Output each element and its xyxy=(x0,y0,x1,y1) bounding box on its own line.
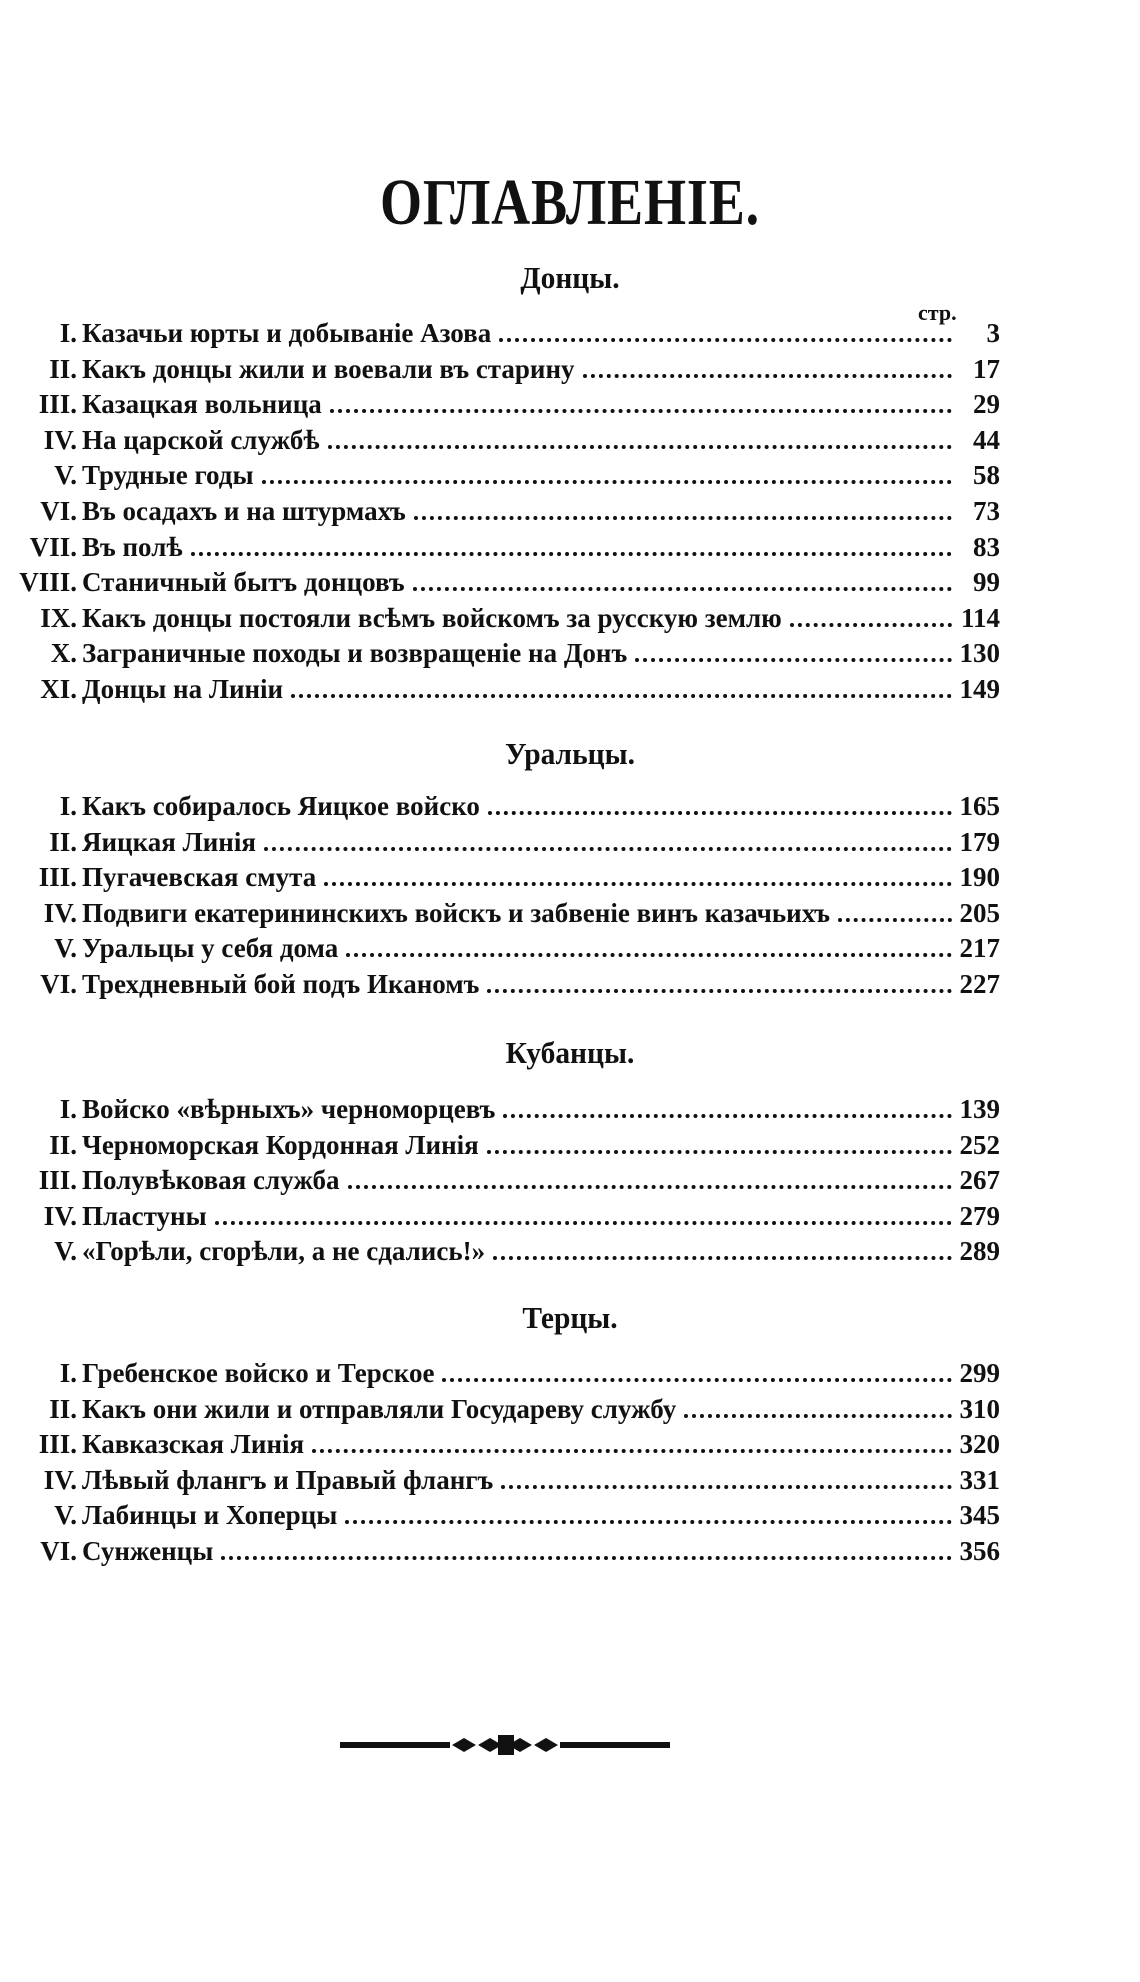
chapter-number: V. xyxy=(54,1500,77,1530)
chapter-number: IX. xyxy=(40,603,77,633)
ornament-divider xyxy=(340,1730,670,1760)
dot-leader xyxy=(413,573,952,591)
toc-entry xyxy=(0,862,1140,898)
dot-leader xyxy=(503,1100,951,1118)
section-heading: Уральцы. xyxy=(504,736,635,771)
chapter-title: Яицкая Линiя xyxy=(82,827,256,857)
toc-entry xyxy=(0,1394,1140,1430)
dot-leader xyxy=(291,680,951,698)
toc-entry xyxy=(0,354,1140,390)
chapter-number: I. xyxy=(59,1094,77,1124)
chapter-title: Черноморская Кордонная Линiя xyxy=(82,1130,479,1160)
dot-leader xyxy=(330,395,952,413)
dot-leader xyxy=(499,324,952,342)
chapter-number: X. xyxy=(50,638,77,668)
dot-leader xyxy=(262,466,952,484)
chapter-title: Гребенское войско и Терское xyxy=(82,1358,435,1388)
toc-entry xyxy=(0,460,1140,496)
page-number: 179 xyxy=(959,827,1000,857)
toc-entry xyxy=(0,532,1140,568)
toc-entry xyxy=(0,933,1140,969)
chapter-title: Какъ донцы жили и воевали въ старину xyxy=(82,354,575,384)
toc-entry xyxy=(0,425,1140,461)
dot-leader xyxy=(790,609,952,627)
page-number: 217 xyxy=(959,933,1000,963)
toc-entry xyxy=(0,567,1140,603)
dot-leader xyxy=(348,1171,952,1189)
section-heading: Кубанцы. xyxy=(505,1035,635,1070)
page-number: 149 xyxy=(959,674,1000,704)
dot-leader xyxy=(684,1400,951,1418)
toc-entry xyxy=(0,1236,1140,1272)
chapter-number: II. xyxy=(49,1130,77,1160)
dot-leader xyxy=(493,1242,951,1260)
chapter-number: VI. xyxy=(40,969,77,999)
chapter-title: Казачьи юрты и добыванiе Азова xyxy=(82,318,492,348)
toc-entry xyxy=(0,318,1140,354)
chapter-number: V. xyxy=(54,933,77,963)
page-number: 29 xyxy=(973,389,1000,419)
page-number: 279 xyxy=(959,1201,1000,1231)
chapter-number: II. xyxy=(49,1394,77,1424)
dot-leader xyxy=(442,1364,951,1382)
toc-entry xyxy=(0,1165,1140,1201)
chapter-title: Въ осадахъ и на штурмахъ xyxy=(82,496,406,526)
toc-entry xyxy=(0,1465,1140,1501)
dot-leader xyxy=(501,1471,951,1489)
chapter-title: Лабинцы и Хоперцы xyxy=(82,1500,338,1530)
page-column-label: стр. xyxy=(918,300,957,325)
page-number: 17 xyxy=(973,354,1000,384)
chapter-title: Станичный бытъ донцовъ xyxy=(82,567,405,597)
chapter-title: Сунженцы xyxy=(82,1536,214,1566)
toc-entry xyxy=(0,827,1140,863)
page-number: 83 xyxy=(973,532,1000,562)
dot-leader xyxy=(487,975,951,993)
toc-entry xyxy=(0,603,1140,639)
chapter-title: Заграничные походы и возвращенiе на Донъ xyxy=(82,638,628,668)
chapter-number: VI. xyxy=(40,496,77,526)
dot-leader xyxy=(583,360,952,378)
chapter-title: Донцы на Линiи xyxy=(82,674,284,704)
chapter-number: II. xyxy=(49,354,77,384)
dot-leader xyxy=(345,1506,951,1524)
dot-leader xyxy=(328,431,952,449)
page-number: 139 xyxy=(959,1094,1000,1124)
dot-leader xyxy=(221,1542,951,1560)
chapter-title: На царской службѣ xyxy=(82,425,320,455)
chapter-number: IV. xyxy=(43,898,77,928)
chapter-number: III. xyxy=(38,1165,77,1195)
chapter-number: IV. xyxy=(43,425,77,455)
chapter-title: Казацкая вольница xyxy=(82,389,322,419)
chapter-number: I. xyxy=(59,791,77,821)
dot-leader xyxy=(414,502,952,520)
ornament-rule-icon xyxy=(340,1730,670,1760)
chapter-title: Лѣвый флангъ и Правый флангъ xyxy=(82,1465,494,1495)
page-number: 44 xyxy=(973,425,1000,455)
chapter-number: VIII. xyxy=(19,567,77,597)
toc-entry xyxy=(0,1536,1140,1572)
toc-entry xyxy=(0,1201,1140,1237)
chapter-title: Войско «вѣрныхъ» черноморцевъ xyxy=(82,1094,496,1124)
dot-leader xyxy=(324,868,951,886)
section-heading: Донцы. xyxy=(520,260,620,295)
toc-entry xyxy=(0,638,1140,674)
chapter-title: Какъ они жили и отправляли Государеву службу xyxy=(82,1394,677,1424)
chapter-number: III. xyxy=(38,1429,77,1459)
chapter-number: IV. xyxy=(43,1465,77,1495)
chapter-number: II. xyxy=(49,827,77,857)
chapter-title: Полувѣковая служба xyxy=(82,1165,340,1195)
dot-leader xyxy=(215,1207,952,1225)
chapter-number: III. xyxy=(38,862,77,892)
dot-leader xyxy=(635,644,951,662)
dot-leader xyxy=(487,1136,952,1154)
dot-leader xyxy=(488,797,952,815)
page-title: ОГЛАВЛЕНIЕ. xyxy=(379,166,761,239)
chapter-title: «Горѣли, сгорѣли, а не сдались!» xyxy=(82,1236,486,1266)
page-number: 267 xyxy=(959,1165,1000,1195)
toc-entry xyxy=(0,791,1140,827)
chapter-title: Пугачевская смута xyxy=(82,862,317,892)
page-number: 58 xyxy=(973,460,1000,490)
page-number: 130 xyxy=(959,638,1000,668)
section-heading: Терцы. xyxy=(522,1300,618,1335)
page-number: 356 xyxy=(959,1536,1000,1566)
chapter-title: Кавказская Линiя xyxy=(82,1429,305,1459)
toc-entry xyxy=(0,898,1140,934)
dot-leader xyxy=(346,939,951,957)
page-number: 252 xyxy=(959,1130,1000,1160)
dot-leader xyxy=(191,538,952,556)
page-number: 345 xyxy=(959,1500,1000,1530)
page-number: 3 xyxy=(986,318,1000,348)
chapter-number: III. xyxy=(38,389,77,419)
toc-entry xyxy=(0,389,1140,425)
toc-entry xyxy=(0,1358,1140,1394)
page-number: 227 xyxy=(959,969,1000,999)
page-number: 310 xyxy=(959,1394,1000,1424)
page-number: 114 xyxy=(960,603,1000,633)
toc-entry xyxy=(0,496,1140,532)
chapter-number: I. xyxy=(59,318,77,348)
chapter-number: V. xyxy=(54,460,77,490)
chapter-number: IV. xyxy=(43,1201,77,1231)
toc-entry xyxy=(0,674,1140,710)
chapter-number: VII. xyxy=(29,532,77,562)
chapter-title: Трудные годы xyxy=(82,460,254,490)
chapter-number: XI. xyxy=(40,674,77,704)
toc-entry xyxy=(0,1500,1140,1536)
toc-entry xyxy=(0,1429,1140,1465)
page-number: 320 xyxy=(959,1429,1000,1459)
chapter-title: Въ полѣ xyxy=(82,532,183,562)
dot-leader xyxy=(838,904,952,922)
page-number: 99 xyxy=(973,567,1000,597)
chapter-number: V. xyxy=(54,1236,77,1266)
page-number: 289 xyxy=(959,1236,1000,1266)
chapter-number: I. xyxy=(59,1358,77,1388)
chapter-title: Трехдневный бой подъ Иканомъ xyxy=(82,969,480,999)
page-number: 331 xyxy=(959,1465,1000,1495)
page-number: 205 xyxy=(959,898,1000,928)
page-number: 299 xyxy=(959,1358,1000,1388)
page-number: 190 xyxy=(959,862,1000,892)
chapter-title: Пластуны xyxy=(82,1201,207,1231)
dot-leader xyxy=(264,833,952,851)
chapter-title: Какъ донцы постояли всѣмъ войскомъ за русскую землю xyxy=(82,603,782,633)
chapter-title: Какъ собиралось Яицкое войско xyxy=(82,791,480,821)
chapter-title: Уральцы у себя дома xyxy=(82,933,339,963)
dot-leader xyxy=(312,1435,951,1453)
toc-entry xyxy=(0,969,1140,1005)
chapter-number: VI. xyxy=(40,1536,77,1566)
page-number: 73 xyxy=(973,496,1000,526)
toc-entry xyxy=(0,1094,1140,1130)
toc-entry xyxy=(0,1130,1140,1166)
chapter-title: Подвиги екатерининскихъ войскъ и забвенiе винъ казачьихъ xyxy=(82,898,830,928)
page-number: 165 xyxy=(959,791,1000,821)
